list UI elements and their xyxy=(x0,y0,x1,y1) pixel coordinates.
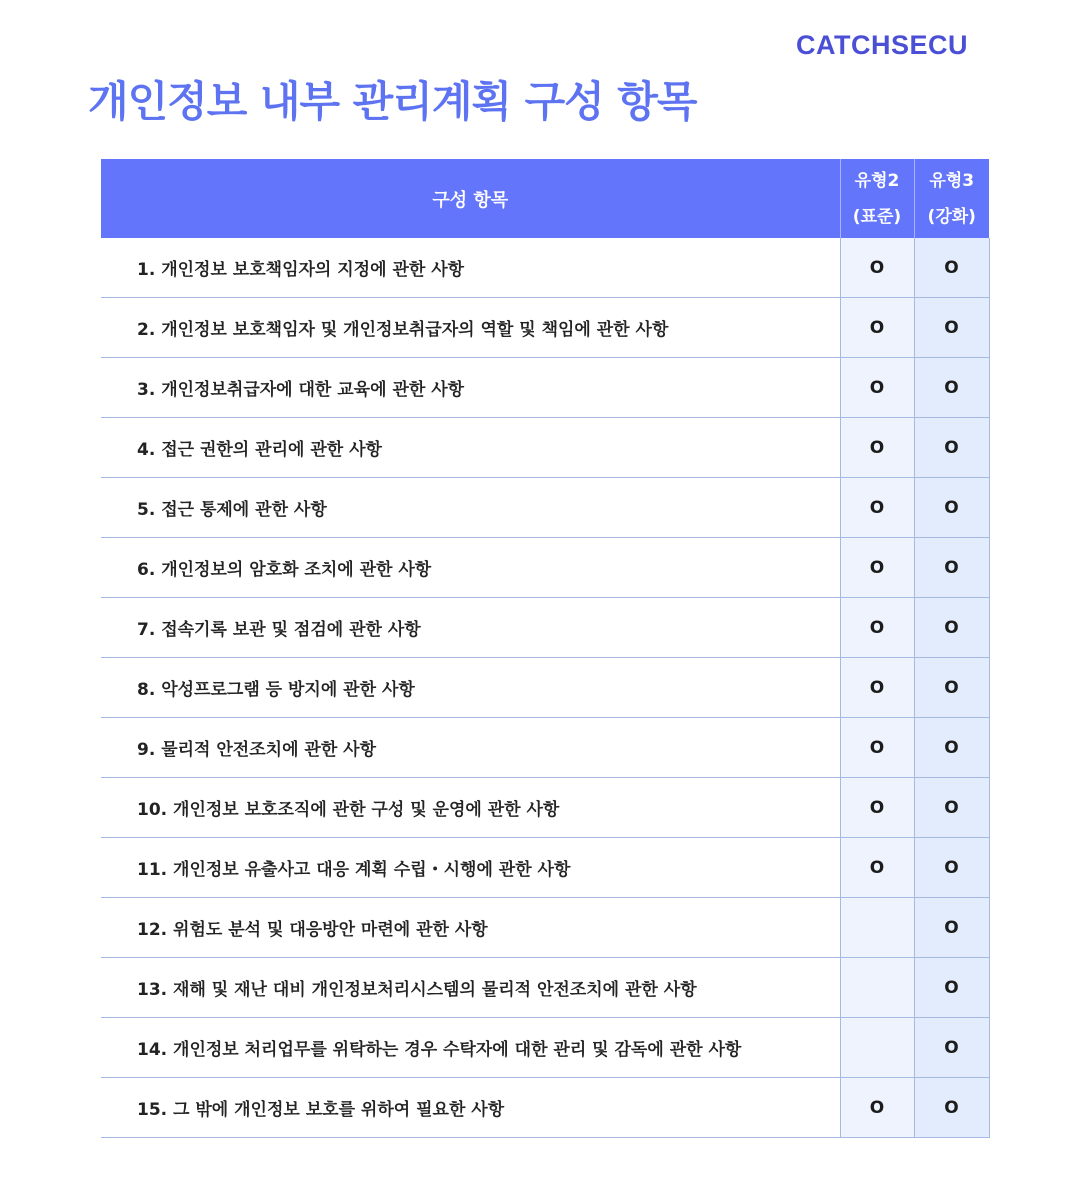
table-row xyxy=(101,958,989,1018)
table-row xyxy=(101,598,989,658)
table-row xyxy=(101,658,989,718)
brand-logo: CATCHSECU xyxy=(796,30,968,60)
composition-table xyxy=(101,159,990,1138)
row-type2-mark: O xyxy=(840,478,914,538)
row-type3-mark: O xyxy=(914,658,989,718)
header-row xyxy=(101,159,989,238)
table-row xyxy=(101,718,989,778)
page-title: 개인정보 내부 관리계획 구성 항목 xyxy=(88,77,697,126)
table-row xyxy=(101,1078,989,1138)
row-item: 5. 접근 통제에 관한 사항 xyxy=(101,478,840,538)
row-item: 1. 개인정보 보호책임자의 지정에 관한 사항 xyxy=(101,238,840,298)
header-item: 구성 항목 xyxy=(101,159,840,238)
row-type3-mark: O xyxy=(914,238,989,298)
row-item: 13. 재해 및 재난 대비 개인정보처리시스템의 물리적 안전조치에 관한 사항 xyxy=(101,958,840,1018)
header-type3-level: (강화) xyxy=(927,206,976,227)
row-type2-mark: O xyxy=(840,718,914,778)
row-item: 14. 개인정보 처리업무를 위탁하는 경우 수탁자에 대한 관리 및 감독에 관한 사항 xyxy=(101,1018,840,1078)
row-type3-mark: O xyxy=(914,298,989,358)
table-row xyxy=(101,238,989,298)
row-item: 15. 그 밖에 개인정보 보호를 위하여 필요한 사항 xyxy=(101,1078,840,1138)
row-item: 3. 개인정보취급자에 대한 교육에 관한 사항 xyxy=(101,358,840,418)
row-type3-mark: O xyxy=(914,898,989,958)
header-type3 xyxy=(914,159,989,238)
table-row xyxy=(101,358,989,418)
row-type2-mark xyxy=(840,898,914,958)
row-type3-mark: O xyxy=(914,1078,989,1138)
table-row xyxy=(101,838,989,898)
row-item: 2. 개인정보 보호책임자 및 개인정보취급자의 역할 및 책임에 관한 사항 xyxy=(101,298,840,358)
row-type3-mark: O xyxy=(914,478,989,538)
row-type2-mark xyxy=(840,1018,914,1078)
row-type2-mark: O xyxy=(840,538,914,598)
header-type2-level: (표준) xyxy=(852,206,902,227)
header-type3-name: 유형3 xyxy=(929,170,975,191)
table-header xyxy=(101,159,989,238)
row-item: 12. 위험도 분석 및 대응방안 마련에 관한 사항 xyxy=(101,898,840,958)
row-type2-mark: O xyxy=(840,658,914,718)
row-item: 10. 개인정보 보호조직에 관한 구성 및 운영에 관한 사항 xyxy=(101,778,840,838)
row-type3-mark: O xyxy=(914,958,989,1018)
row-type2-mark: O xyxy=(840,238,914,298)
table-body xyxy=(101,238,989,1138)
row-type2-mark: O xyxy=(840,298,914,358)
row-type3-mark: O xyxy=(914,358,989,418)
row-type2-mark: O xyxy=(840,358,914,418)
table-row xyxy=(101,418,989,478)
table-row xyxy=(101,778,989,838)
row-type3-mark: O xyxy=(914,778,989,838)
header-type2-name: 유형2 xyxy=(854,170,900,191)
row-type3-mark: O xyxy=(914,838,989,898)
row-type3-mark: O xyxy=(914,538,989,598)
row-type3-mark: O xyxy=(914,718,989,778)
header-type2 xyxy=(840,159,914,238)
row-type2-mark: O xyxy=(840,598,914,658)
row-item: 11. 개인정보 유출사고 대응 계획 수립・시행에 관한 사항 xyxy=(101,838,840,898)
row-type2-mark xyxy=(840,958,914,1018)
row-item: 7. 접속기록 보관 및 점검에 관한 사항 xyxy=(101,598,840,658)
table-row xyxy=(101,298,989,358)
row-item: 8. 악성프로그램 등 방지에 관한 사항 xyxy=(101,658,840,718)
row-type2-mark: O xyxy=(840,838,914,898)
table-row xyxy=(101,538,989,598)
row-type3-mark: O xyxy=(914,418,989,478)
table-row xyxy=(101,898,989,958)
row-type2-mark: O xyxy=(840,1078,914,1138)
row-item: 4. 접근 권한의 관리에 관한 사항 xyxy=(101,418,840,478)
table-row xyxy=(101,1018,989,1078)
row-type3-mark: O xyxy=(914,1018,989,1078)
row-type2-mark: O xyxy=(840,778,914,838)
table-row xyxy=(101,478,989,538)
row-item: 6. 개인정보의 암호화 조치에 관한 사항 xyxy=(101,538,840,598)
row-type3-mark: O xyxy=(914,598,989,658)
row-item: 9. 물리적 안전조치에 관한 사항 xyxy=(101,718,840,778)
row-type2-mark: O xyxy=(840,418,914,478)
